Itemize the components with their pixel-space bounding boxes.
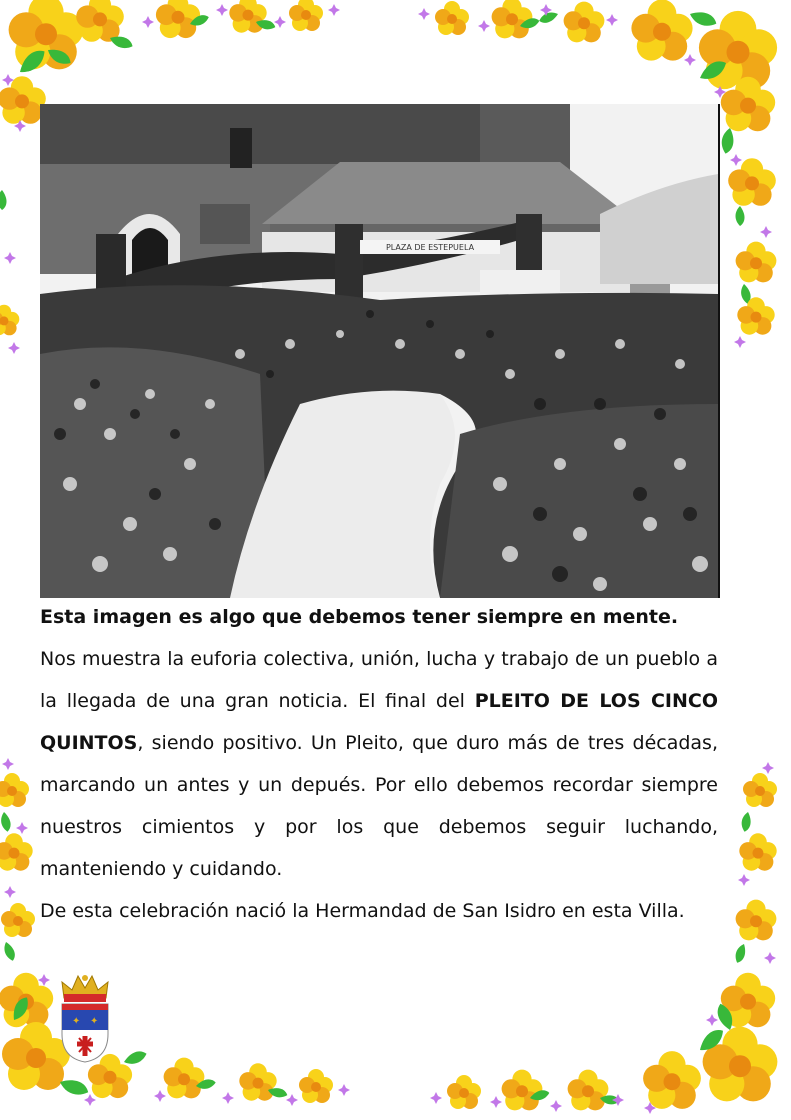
paragraph-1-intro: Nos muestra la euforia colectiva, unión, lucha y trabajo de un pueblo a la llegada de una gran noticia. El final del	[40, 648, 718, 712]
paragraph-1-rest: , siendo positivo. Un Pleito, que duro más de tres décadas, marcando un antes y un depués. Por ello debemos recordar siempre nuestros cimientos y por los que debemos seguir luchando, manteniendo y cuidando.	[40, 732, 718, 880]
flower-column-right-lower	[733, 762, 777, 964]
flower-column-right-upper	[728, 154, 776, 348]
paragraph-2: De esta celebración nació la Hermandad de San Isidro en esta Villa.	[40, 900, 685, 922]
svg-text:✦: ✦	[72, 1016, 81, 1027]
lead-sentence: Esta imagen es algo que debemos tener siempre en mente.	[40, 606, 679, 628]
article-text	[40, 596, 718, 932]
banner-text: PLAZA DE ESTEPUELA	[385, 243, 475, 252]
flower-column-left-upper	[0, 74, 46, 354]
flower-column-left-lower	[0, 758, 35, 962]
pleito-title: PLEITO DE LOS CINCO QUINTOS	[40, 690, 718, 754]
flower-row-bottom	[154, 1058, 624, 1112]
historic-crowd-photo	[40, 104, 720, 598]
coat-of-arms-icon	[58, 972, 112, 1064]
svg-text:✦: ✦	[90, 1016, 99, 1027]
flower-row-top	[142, 0, 618, 42]
flower-top-left	[9, 0, 135, 78]
paragraph-1	[40, 638, 718, 890]
flower-bottom-right	[643, 973, 777, 1114]
